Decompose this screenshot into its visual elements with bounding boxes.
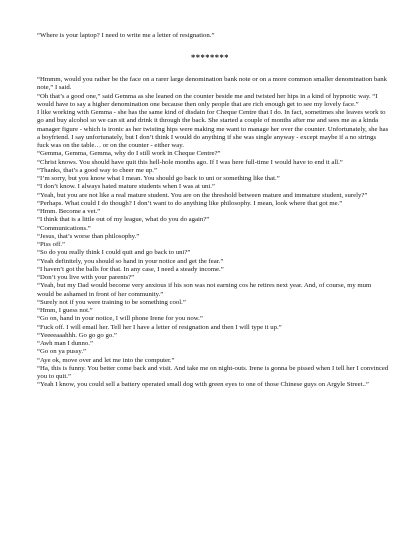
paragraph: “I haven’t got the balls for that. In any case, I need a steady income.” bbox=[37, 265, 224, 273]
paragraph: “Jesus, that’s worse than philosophy.” bbox=[37, 232, 140, 240]
paragraph: “Go on, hand in your notice, I will phone Irene for you now.” bbox=[37, 315, 203, 323]
paragraph: “I don’t know. I always hated mature students when I was at uni.” bbox=[37, 183, 215, 191]
paragraph: “So do you really think I could quit and go back to uni?” bbox=[37, 249, 191, 257]
paragraph: “Piss off.” bbox=[37, 241, 65, 248]
paragraph: “Where is your laptop? I need to write me a letter of resignation.” bbox=[37, 32, 215, 39]
paragraph: “Yeah, but you are not like a real mature student. You are on the threshold between mature and immature student, surely?” bbox=[37, 191, 368, 199]
paragraph: “Hmmm, would you rather be the face on a rarer large denomination bank note or on a more common smaller denomination bank note,” I said. bbox=[37, 76, 388, 92]
paragraph: “Surely not if you were training to be something cool.” bbox=[37, 298, 186, 306]
document-body bbox=[37, 76, 389, 390]
paragraph: “Fuck off. I will email her. Tell her I have a letter of resignation and then I will type it up.” bbox=[37, 323, 282, 331]
paragraph: “Don’t you live with your parents?” bbox=[37, 274, 135, 281]
paragraph: “Yeah definitely, you should so hand in your notice and get the fear.” bbox=[37, 257, 224, 265]
paragraph: “Yeeeeaaahhh. Go go go go.” bbox=[37, 331, 117, 339]
paragraph: “Christ knows. You should have quit this hell-hole months ago. If I was here full-time I would have to end it all.” bbox=[37, 158, 343, 166]
section-divider: ******** bbox=[191, 52, 229, 62]
paragraph: “Communications.” bbox=[37, 224, 91, 232]
paragraph: “Oh that’s a good one,” said Gemma as she leaned on the counter beside me and twisted her hips in a kind of hypnotic way. “I would have to say a higher denomination one because then only people that are rich enough get to see my lovely face.” bbox=[37, 92, 378, 108]
paragraph: “Aye ok, move over and let me into the computer.” bbox=[37, 356, 175, 364]
paragraph: “Perhaps. What could I do though? I don’t want to do anything like philosophy. I mean, look where that got me.” bbox=[37, 199, 343, 207]
paragraph: “Ha, this is funny. You better come back and visit. And take me on night-outs. Irene is gonna be pissed when I tell her I convinced you to quit.” bbox=[37, 364, 389, 380]
intro-paragraph bbox=[37, 32, 389, 40]
paragraph: “Thanks, that’s a good way to cheer me up.” bbox=[37, 166, 157, 174]
paragraph: “I think that is a little out of my league, what do you do again?” bbox=[37, 216, 210, 224]
paragraph: “Awh man I dunno.” bbox=[37, 340, 93, 347]
paragraph: “Hmm, I guess not.” bbox=[37, 307, 93, 314]
paragraph: “Hmm. Become a vet.” bbox=[37, 208, 101, 215]
paragraph: “Go on ya pussy.” bbox=[37, 348, 87, 356]
paragraph: “Yeah I know, you could sell a battery operated small dog with green eyes to one of those Chinese guys on Argyle Street..” bbox=[37, 381, 369, 389]
paragraph: I like working with Gemma - she has the same kind of disdain for Cheque Centre that I do. In fact, sometimes she leaves work to go and buy alcohol so we can sit and drink it through the back. She started a couple of months after me and sees me as a kinda manager figure - which is ironic as her twisting hips were making me want to manage her over the counter. Unfortunately, she has a boyfriend. I say unfortunately, but I don’t think I would do anything if she was single anyway - except maybe if a no strings fuck was on the table… or on the counter - either way. bbox=[37, 109, 389, 149]
paragraph: “Gemma, Gemma, Gemma, why do I still work in Cheque Centre?” bbox=[37, 150, 221, 158]
paragraph: “I’m sorry, but you know what I mean. You should go back to uni or something like that.” bbox=[37, 175, 280, 182]
paragraph: “Yeah, but my Dad would become very anxious if his son was not earning cos he retires next year. And, of course, my mum would be ashamed in front of her community.” bbox=[37, 282, 372, 298]
